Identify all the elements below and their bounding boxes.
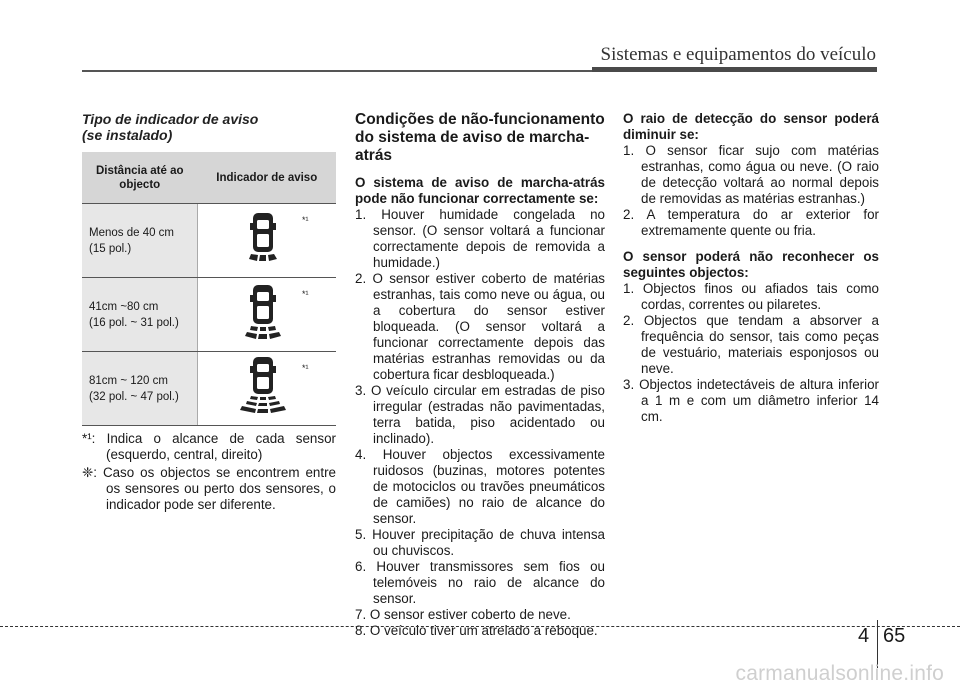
list-item: 5. Houver precipitação de chuva intensa ou chuviscos.	[355, 527, 605, 558]
page-divider	[877, 620, 878, 668]
middle-column	[355, 111, 605, 639]
list-item: 7. O sensor estiver coberto de neve.	[355, 607, 571, 622]
list-item: 3. O veículo circular em estradas de piso irregular (estradas não pavimentadas, terra batida, piso acidentado ou inclinado).	[355, 383, 605, 446]
right-column	[623, 111, 879, 425]
distance-header: Distância até ao objecto	[82, 152, 198, 204]
sensor-range-mark: *¹	[302, 215, 309, 225]
list-item: 1. Houver humidade congelada no sensor. (O sensor voltará a funcionar correctamente depois de removida a humidade.)	[355, 207, 605, 270]
unrecognized-objects-intro: O sensor poderá não reconhecer os seguintes objectos:	[623, 249, 879, 280]
car-rear-warning-far-icon	[199, 353, 335, 419]
car-rear-warning-mid-icon	[199, 279, 335, 345]
sensor-range-mark: *¹	[302, 363, 309, 373]
chapter-title: Sistemas e equipamentos do veículo	[600, 44, 876, 65]
footer-rule	[0, 626, 960, 627]
list-item: 8. O veículo tiver um atrelado a reboque.	[355, 623, 598, 638]
car-rear-warning-near-icon	[199, 205, 335, 271]
left-column	[82, 111, 336, 515]
list-item: 2. O sensor estiver coberto de matérias estranhas, tais como neve ou água, ou a cobertura do sensor estiver bloqueada. (O sensor voltará a funcionar correctamente depois das matérias estranhas removidas ou da cobertura ficar desbloqueada.)	[355, 271, 605, 382]
range-reduction-intro: O raio de detecção do sensor poderá diminuir se:	[623, 111, 879, 142]
list-item: 1. O sensor ficar sujo com matérias estranhas, como água ou neve. (O raio de detecção voltará ao normal depois de removidas as matérias estranhas.)	[623, 143, 879, 206]
indicator-type-title: Tipo de indicador de aviso (se instalado)	[82, 111, 259, 143]
list-item: 2. A temperatura do ar exterior for extremamente quente ou fria.	[623, 207, 879, 238]
list-item: 3. Objectos indetectáveis de altura inferior a 1 m e com um diâmetro inferior 14 cm.	[623, 377, 879, 424]
watermark: carmanualsonline.info	[735, 662, 944, 685]
note-item: *¹: Indica o alcance de cada sensor (esquerdo, central, direito)	[82, 431, 336, 462]
sensor-range-mark: *¹	[302, 289, 309, 299]
table-row: 41cm ~80 cm (16 pol. ~ 31 pol.) *¹	[82, 278, 336, 352]
list-item: 1. Objectos finos ou afiados tais como cordas, correntes ou pilaretes.	[623, 281, 879, 312]
note-item: ❈: Caso os objectos se encontrem entre os sensores ou perto dos sensores, o indicador pode ser diferente.	[82, 465, 336, 512]
list-item: 2. Objectos que tendam a absorver a frequência do sensor, tais como peças de vestuário, materiais esponjosos ou neve.	[623, 313, 879, 376]
page-number: 65	[883, 625, 906, 647]
indicator-header: Indicador de aviso	[198, 152, 337, 204]
table-row: 81cm ~ 120 cm (32 pol. ~ 47 pol.) *¹	[82, 352, 336, 426]
range-reduction-list	[623, 143, 879, 239]
chapter-number: 4	[858, 625, 870, 647]
header-bar	[592, 67, 877, 72]
section-heading: Condições de não-funcionamento do sistema de aviso de marcha-atrás	[355, 111, 605, 164]
conditions-list	[355, 207, 605, 639]
indicator-table	[82, 152, 336, 426]
section-intro: O sistema de aviso de marcha-atrás pode não funcionar correctamente se:	[355, 175, 605, 206]
list-item: 4. Houver objectos excessivamente ruidosos (buzinas, motores potentes de motociclos ou travões pneumáticos de camiões) no raio de alcance do sensor.	[355, 447, 605, 526]
table-notes	[82, 431, 336, 513]
list-item: 6. Houver transmissores sem fios ou telemóveis no raio de alcance do sensor.	[355, 559, 605, 606]
table-row: Menos de 40 cm (15 pol.) *¹	[82, 204, 336, 278]
unrecognized-objects-list	[623, 281, 879, 425]
